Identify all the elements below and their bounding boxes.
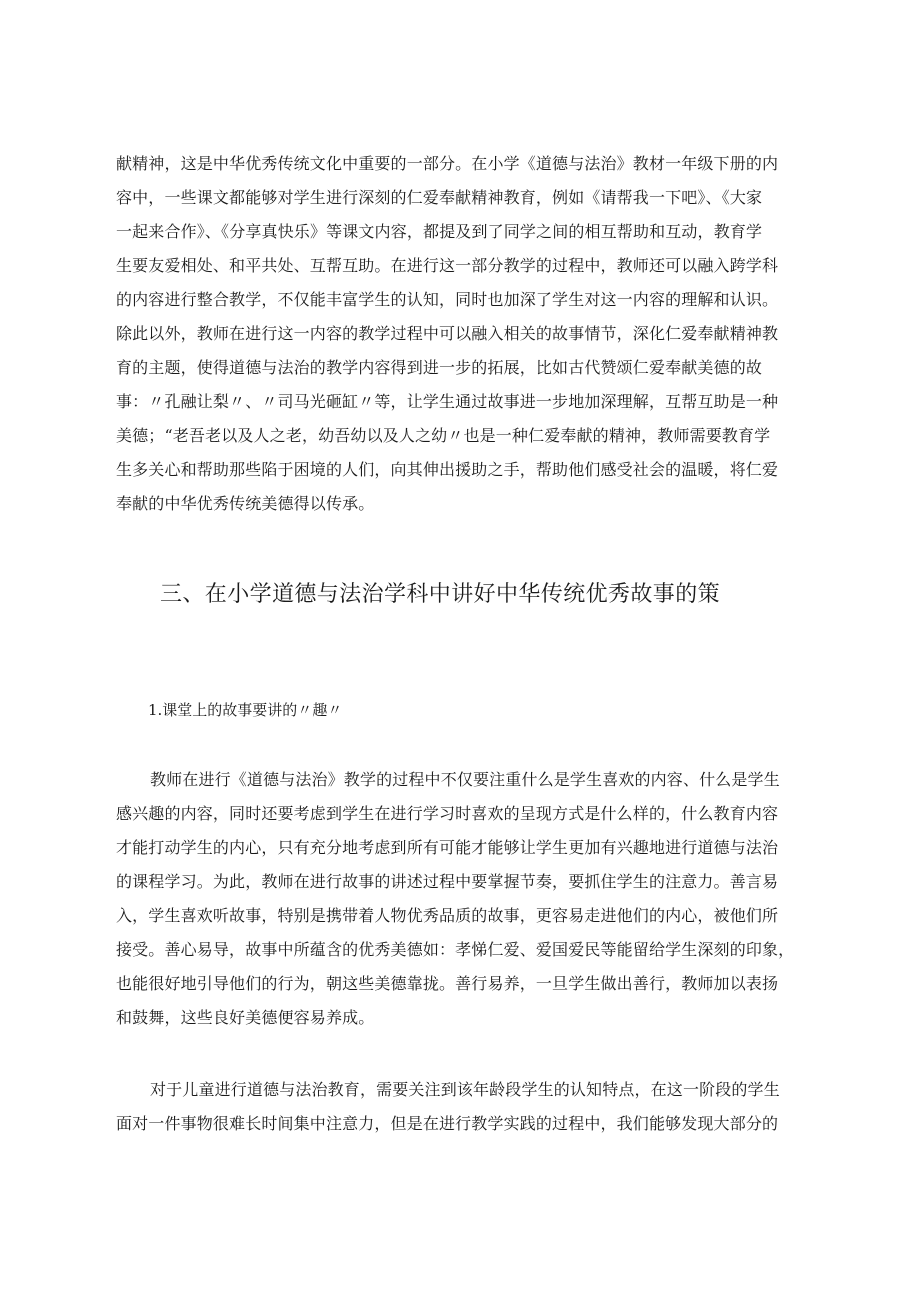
paragraph-line: 事：〃孔融让梨〃、〃司马光砸缸〃等，让学生通过故事进一步地加深理解，互帮互助是一种 [116, 392, 779, 411]
paragraph-line: 才能打动学生的内心，只有充分地考虑到所有可能才能够让学生更加有兴趣地进行道德与法治 [116, 838, 779, 857]
paragraph-line: 育的主题，使得道德与法治的教学内容得到进一步的拓展，比如古代赞颂仁爱奉献美德的故 [116, 358, 763, 377]
paragraph-line: 生要友爱相处、和平共处、互帮互助。在进行这一部分教学的过程中，教师还可以融入跨学科 [116, 256, 779, 275]
subsection-heading: 1.课堂上的故事要讲的〃趣〃 [148, 701, 343, 719]
paragraph-line: 的课程学习。为此，教师在进行故事的讲述过程中要掌握节奏，要抓住学生的注意力。善言易 [116, 872, 779, 891]
paragraph-line: 一起来合作》、《分享真快乐》等课文内容，都提及到了同学之间的相互帮助和互动，教育学 [116, 222, 763, 241]
paragraph-line: 对于儿童进行道德与法治教育，需要关注到该年龄段学生的认知特点，在这一阶段的学生 [150, 1080, 780, 1099]
section-heading: 三、在小学道德与法治学科中讲好中华传统优秀故事的策 [160, 582, 721, 607]
paragraph-line: 教师在进行《道德与法治》教学的过程中不仅要注重什么是学生喜欢的内容、什么是学生 [150, 770, 780, 789]
paragraph-line: 面对一件事物很难长时间集中注意力，但是在进行教学实践的过程中，我们能够发现大部分的 [116, 1114, 779, 1133]
paragraph-line: 奉献的中华优秀传统美德得以传承。 [116, 494, 375, 513]
paragraph-line: 除此以外，教师在进行这一内容的教学过程中可以融入相关的故事情节，深化仁爱奉献精神教 [116, 324, 779, 343]
paragraph-line: 入，学生喜欢听故事，特别是携带着人物优秀品质的故事，更容易走进他们的内心，被他们所 [116, 906, 779, 925]
paragraph-line: 美德；“老吾老以及人之老，幼吾幼以及人之幼〃也是一种仁爱奉献的精神，教师需要教育学 [116, 426, 771, 445]
paragraph-line: 容中，一些课文都能够对学生进行深刻的仁爱奉献精神教育，例如《请帮我一下吧》、《大家 [116, 188, 763, 207]
paragraph-line: 接受。善心易导，故事中所蕴含的优秀美德如：孝悌仁爱、爱国爱民等能留给学生深刻的印象， [116, 940, 795, 959]
paragraph-line: 感兴趣的内容，同时还要考虑到学生在进行学习时喜欢的呈现方式是什么样的，什么教育内容 [116, 804, 779, 823]
paragraph-line: 也能很好地引导他们的行为，朝这些美德靠拢。善行易养，一旦学生做出善行，教师加以表扬 [116, 974, 779, 993]
paragraph-line: 献精神，这是中华优秀传统文化中重要的一部分。在小学《道德与法治》教材一年级下册的内 [116, 154, 779, 173]
paragraph-line: 的内容进行整合教学，不仅能丰富学生的认知，同时也加深了学生对这一内容的理解和认识。 [116, 290, 779, 309]
paragraph-line: 生多关心和帮助那些陷于困境的人们，向其伸出援助之手，帮助他们感受社会的温暖，将仁爱 [116, 460, 779, 479]
paragraph-line: 和鼓舞，这些良好美德便容易养成。 [116, 1008, 375, 1027]
